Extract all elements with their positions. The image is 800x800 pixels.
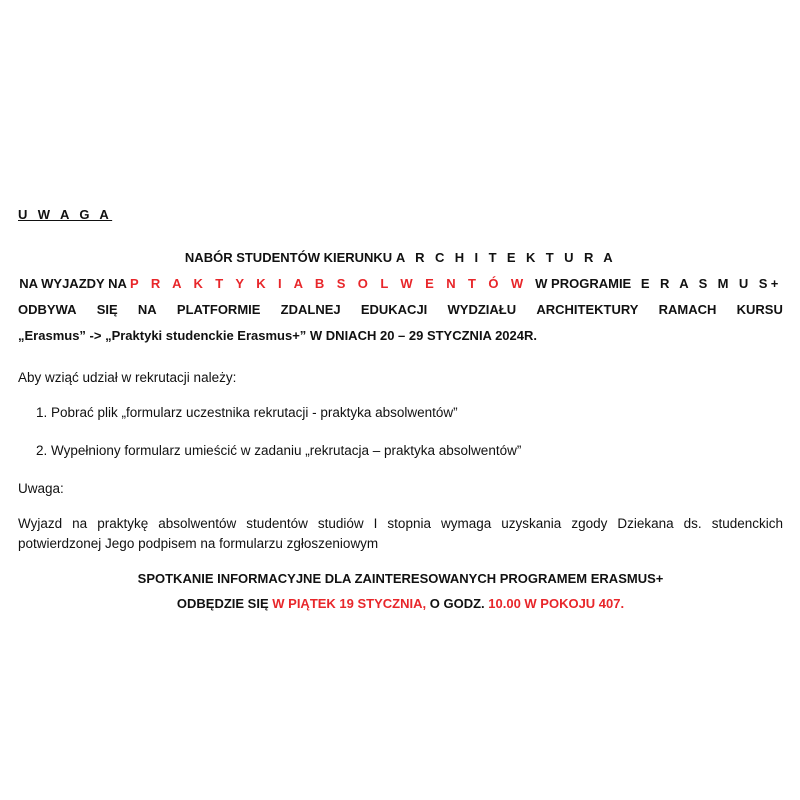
recruitment-line-4: „Erasmus” -> „Praktyki studenckie Erasmus+” W DNIACH 20 – 29 STYCZNIA 2024R. [18,328,537,343]
line3-word: ZDALNEJ [280,302,341,317]
instructions-intro: Aby wziąć udział w rekrutacji należy: [18,370,237,385]
line3-word: KURSU [736,302,783,317]
line3-word: PLATFORMIE [176,302,261,317]
recruitment-line-2 [18,276,783,291]
meeting-time-room: 10.00 W POKOJU 407. [488,596,625,611]
programme-name: E R A S M U S+ [640,276,782,291]
note-text: Wyjazd na praktykę absolwentów studentów studiów I stopnia wymaga uzyskania zgody Dziekana ds. studenckich potwierdzonej Jego podpisem na formularzu zgłoszeniowym [18,516,783,551]
meeting-line-2-mid: O GODZ. [429,596,485,611]
meeting-line-2-prefix: ODBĘDZIE SIĘ [176,596,269,611]
line3-word: SIĘ [96,302,118,317]
recruitment-line-1 [18,250,783,265]
field-of-study: A R C H I T E K T U R A [395,250,617,265]
line3-word: NA [137,302,157,317]
line3-word: WYDZIAŁU [447,302,517,317]
note-label: Uwaga: [18,481,64,496]
recruitment-line-2-prefix: NA WYJAZDY NA [19,276,127,291]
instruction-step-1: 1. Pobrać plik „formularz uczestnika rekrutacji - praktyka absolwentów” [36,405,458,420]
instruction-step-2: 2. Wypełniony formularz umieścić w zadaniu „rekrutacja – praktyka absolwentów” [36,443,522,458]
meeting-date: W PIĄTEK 19 STYCZNIA, [272,596,427,611]
line3-word: EDUKACJI [360,302,428,317]
line3-word: RAMACH [658,302,717,317]
recruitment-line-2-middle: W PROGRAMIE [535,276,632,291]
line3-word: ARCHITEKTURY [536,302,639,317]
line3-word: ODBYWA [18,302,77,317]
recruitment-line-1-prefix: NABÓR STUDENTÓW KIERUNKU [184,250,393,265]
meeting-line-1: SPOTKANIE INFORMACYJNE DLA ZAINTERESOWANYCH PROGRAMEM ERASMUS+ [137,571,664,586]
meeting-line-2 [18,596,783,611]
recruitment-line-3 [18,302,783,317]
notice-heading: U W A G A [18,207,113,222]
internship-type-highlight: P R A K T Y K I A B S O L W E N T Ó W [130,276,528,291]
